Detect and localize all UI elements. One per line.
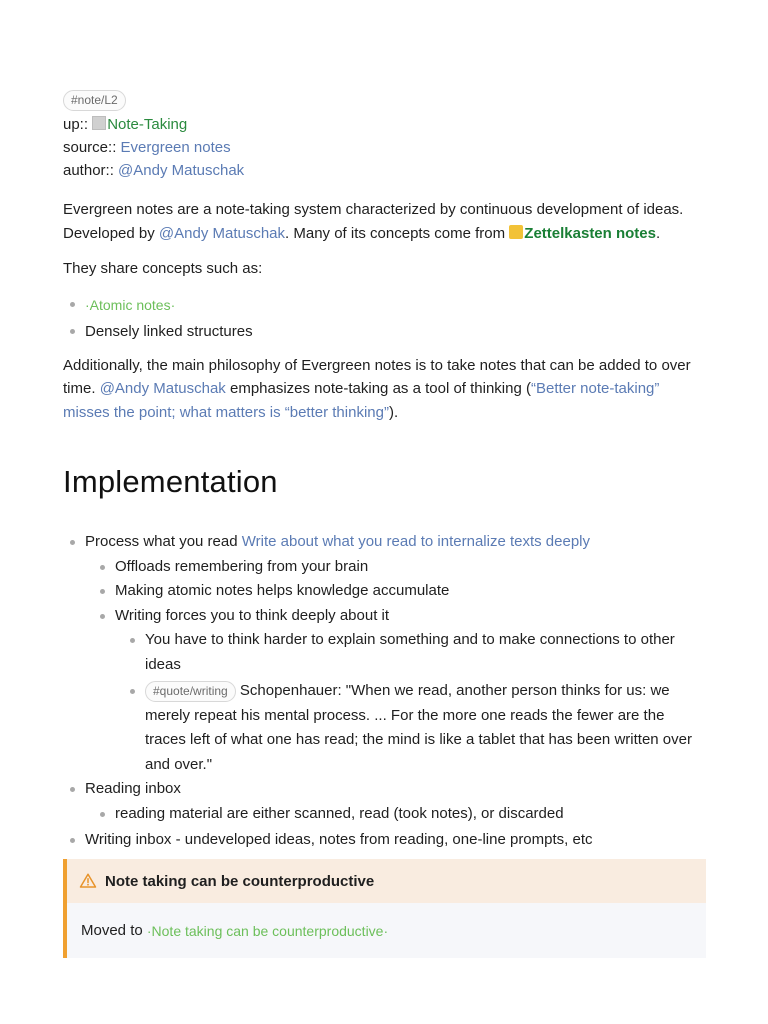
warning-icon xyxy=(79,872,97,890)
intro-period: . xyxy=(656,224,661,242)
list-item xyxy=(85,828,706,853)
up-link[interactable]: Note-Taking xyxy=(107,116,188,133)
metadata xyxy=(63,113,706,182)
sub-list xyxy=(85,555,706,778)
author-link[interactable]: @Andy Matuschak xyxy=(118,162,245,179)
list-item xyxy=(145,679,706,777)
atomic-notes-link[interactable]: ·Atomic notes· xyxy=(85,296,176,313)
meta-author-row xyxy=(63,159,706,182)
list-item xyxy=(115,604,706,778)
process-text: Process what you read xyxy=(85,533,242,550)
note-content xyxy=(63,90,706,853)
intro-author-link[interactable]: @Andy Matuschak xyxy=(158,224,286,242)
list-item xyxy=(115,579,706,604)
atomic-helps-text: Making atomic notes helps knowledge accumulate xyxy=(115,582,450,599)
meta-up-row xyxy=(63,113,706,136)
implementation-heading: Implementation xyxy=(63,464,278,499)
list-item xyxy=(115,802,706,827)
intro-developed-by: Developed by xyxy=(63,224,159,242)
write-about-link[interactable]: Write about what you read to internalize texts deeply xyxy=(241,533,591,550)
implementation-list xyxy=(63,530,706,853)
better-thinking-link[interactable]: “Better note-taking” misses the point; what matters is “better thinking” xyxy=(63,380,660,421)
list-item xyxy=(85,292,706,319)
intro-paragraph xyxy=(63,198,706,245)
intro-line1: Evergreen notes are a note-taking system characterized by continuous development of ideas. xyxy=(63,201,684,218)
share-concepts-text: They share concepts such as: xyxy=(63,260,263,277)
writing-forces-text: Writing forces you to think deeply about it xyxy=(115,606,390,624)
meta-source-row xyxy=(63,136,706,159)
philosophy-paragraph xyxy=(63,354,706,425)
list-item xyxy=(85,777,706,826)
callout-link[interactable]: ·Note taking can be counterproductive· xyxy=(146,922,389,939)
callout-moved-to: Moved to xyxy=(81,922,143,939)
offloads-text: Offloads remembering from your brain xyxy=(115,557,369,575)
meta-author-label: author:: xyxy=(63,162,114,179)
document-emoji-icon xyxy=(92,116,106,130)
callout-body xyxy=(67,903,706,958)
source-link[interactable]: Evergreen notes xyxy=(120,139,231,156)
note-tag[interactable]: #note/L2 xyxy=(63,90,126,111)
schopenhauer-quote: Schopenhauer: "When we read, another person thinks for us: we merely repeat his mental process. ... For the more one reads the fewer are the traces left of what one has read; the mind is like a tablet that has been written over and over." xyxy=(145,682,692,773)
callout-warning xyxy=(63,859,706,958)
callout-title[interactable] xyxy=(67,859,706,903)
reading-material-text: reading material are either scanned, read (took notes), or discarded xyxy=(115,804,564,822)
concepts-list xyxy=(63,292,706,345)
sub-list xyxy=(85,802,706,827)
folder-emoji-icon xyxy=(509,225,523,239)
list-item xyxy=(85,530,706,777)
list-item xyxy=(85,319,706,345)
intro-many: . Many of its concepts come from xyxy=(285,224,510,242)
quote-tag[interactable]: #quote/writing xyxy=(145,681,236,702)
writing-inbox-text: Writing inbox - undeveloped ideas, notes from reading, one-line prompts, etc xyxy=(85,831,593,848)
philosophy-text3: ). xyxy=(388,403,399,421)
callout-title-text: Note taking can be counterproductive xyxy=(105,872,375,890)
meta-source-label: source:: xyxy=(63,139,117,156)
meta-up-label: up:: xyxy=(63,116,89,133)
dense-structures-text: Densely linked structures xyxy=(85,322,253,340)
list-item xyxy=(145,628,706,677)
philosophy-author-link[interactable]: @Andy Matuschak xyxy=(99,380,226,397)
harder-text: You have to think harder to explain something and to make connections to other ideas xyxy=(145,631,675,673)
philosophy-text1: Additionally, the main philosophy of Evergreen notes is to take notes that can be added to over time. xyxy=(63,356,691,397)
philosophy-text2: emphasizes note-taking as a tool of thinking ( xyxy=(225,380,531,397)
reading-inbox-text: Reading inbox xyxy=(85,780,181,797)
sub-sub-list xyxy=(115,628,706,777)
zettelkasten-link[interactable]: Zettelkasten notes xyxy=(524,224,656,242)
list-item xyxy=(115,555,706,580)
